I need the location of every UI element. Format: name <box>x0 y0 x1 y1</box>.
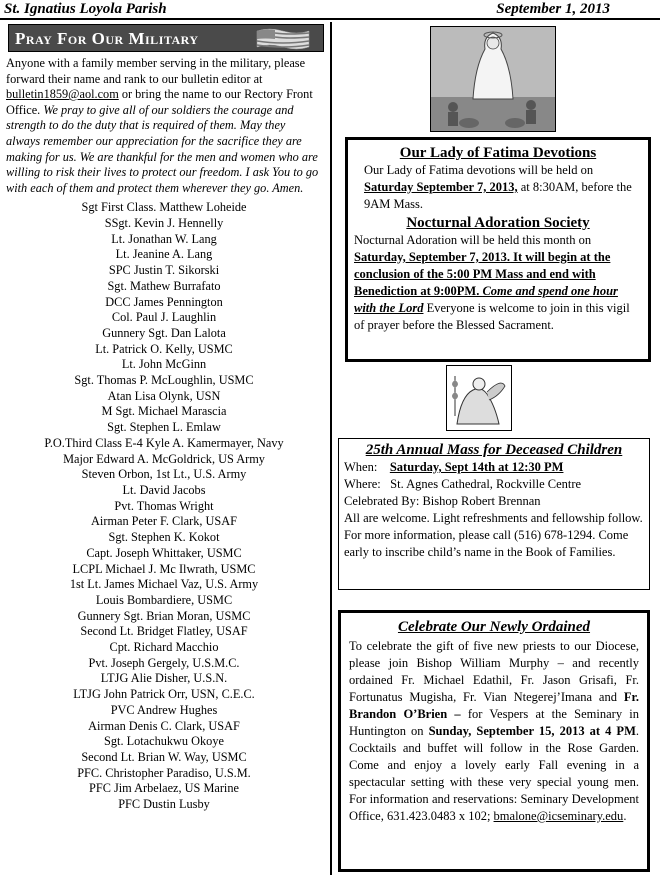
bulletin-email-link[interactable]: bulletin1859@aol.com <box>6 87 119 102</box>
fatima-heading: Our Lady of Fatima Devotions <box>399 145 597 161</box>
service-member-name: 1st Lt. James Michael Vaz, U.S. Army <box>69 577 259 592</box>
service-member-name: P.O.Third Class E-4 Kyle A. Kamermayer, Navy <box>44 435 284 450</box>
service-member-name: Col. Paul J. Laughlin <box>111 310 217 325</box>
military-banner <box>8 24 324 52</box>
deceased-mass-when: When: Saturday, Sept 14th at 12:30 PM <box>344 460 564 474</box>
deceased-children-mass-box <box>338 438 650 590</box>
service-member-name: Gunnery Sgt. Brian Moran, USMC <box>77 608 251 623</box>
service-member-name: Atan Lisa Olynk, USN <box>107 388 221 403</box>
service-member-name: Lt. David Jacobs <box>122 483 206 497</box>
military-intro: Anyone with a family member serving in the military, please forward their name and rank to our bulletin editor at bulletin1859@aol.com or bring the name to our Rectory Front Office. We pray to give all of our soldiers the courage and strength to do the duty that is required of them. May they always remember our appreciation for the sacrifice they are making for us. We are thankful for the men and women who are willing to risk their lives to protect our freedom. I ask You to go with each of them and protect them wherever they go. Amen. <box>6 56 319 195</box>
ordained-heading: Celebrate Our Newly Ordained <box>397 619 591 635</box>
military-prayer: We pray to give all of our soldiers the courage and strength to do the duty that is required of them. May they always remember our appreciation for the sacrifice they are making for us. We are thankful for the men and women who are willing to risk their lives to protect our freedom. I ask You to go with each of them and protect them wherever they go. Amen. <box>6 102 319 195</box>
service-member-name: Airman Peter F. Clark, USAF <box>91 514 237 529</box>
service-member-name: PFC Jim Arbelaez, US Marine <box>89 781 239 796</box>
ordained-text: To celebrate the gift of five new priests to our Diocese, please join Bishop William Murphy – and recently ordained Fr. Michael Edathil, Fr. Jason Grisafi, Fr. Fortunatus Mugisha, Fr. Vian Ntegerej’Imana and Fr. Brandon O’Brien – for Vespers at the Seminary in Huntington on Sunday, September 15, 2013 at 4 PM. Cocktails and buffet will follow in the Rose Garden. Come and enjoy a lovely early Fall evening in a spectacular setting with these very special young men. For information and reservations: Seminary Development Office, 631.423.0483 x 102; bmalone@icseminary.edu. <box>349 639 639 823</box>
service-member-name: Lt. Patrick O. Kelly, USMC <box>95 341 233 356</box>
newly-ordained-box <box>338 610 650 872</box>
service-member-name: M Sgt. Michael Marascia <box>101 404 227 419</box>
flag-icon <box>255 27 311 51</box>
service-member-name: Lt. John McGinn <box>121 357 207 372</box>
service-member-name: Sgt. Stephen L. Emlaw <box>107 420 221 435</box>
seminary-email-link[interactable]: bmalone@icseminary.edu <box>493 809 624 823</box>
deceased-mass-where: Where: St. Agnes Cathedral, Rockville Centre <box>344 477 582 491</box>
service-member-name: PFC Dustin Lusby <box>118 797 210 812</box>
service-member-name: Second Lt. Bridget Flatley, USAF <box>80 624 248 639</box>
service-member-name: Cpt. Richard Macchio <box>109 640 219 655</box>
service-member-name: PVC Andrew Hughes <box>110 702 218 717</box>
fatima-adoration-box <box>345 137 651 362</box>
service-member-name: Sgt. Mathew Burrafato <box>107 278 221 293</box>
military-section <box>4 24 324 813</box>
service-member-name: Steven Orbon, 1st Lt., U.S. Army <box>81 467 247 482</box>
service-member-name: LCPL Michael J. Mc Ilwrath, USMC <box>72 561 256 576</box>
service-member-name: Pvt. Thomas Wright <box>114 498 214 513</box>
banner-title: Pray For Our Military <box>15 29 199 48</box>
service-member-name: Lt. Jeanine A. Lang <box>115 247 213 262</box>
service-member-name: DCC James Pennington <box>105 294 223 309</box>
angel-image <box>446 365 512 431</box>
service-member-name: Capt. Joseph Whittaker, USMC <box>86 545 242 560</box>
service-member-name: Lt. Jonathan W. Lang <box>111 231 217 246</box>
service-member-name: Sgt. Stephen K. Kokot <box>108 530 220 545</box>
service-member-name: LTJG Alie Disher, U.S.N. <box>100 671 228 686</box>
service-member-name: Major Edward A. McGoldrick, US Army <box>63 451 265 466</box>
service-member-name: Airman Denis C. Clark, USAF <box>88 718 240 733</box>
service-member-name: Pvt. Joseph Gergely, U.S.M.C. <box>88 655 240 670</box>
bulletin-date: September 1, 2013 <box>496 1 610 17</box>
column-divider <box>330 22 332 875</box>
fatima-text: Our Lady of Fatima devotions will be held on Saturday September 7, 2013, at 8:30AM, before the 9AM Mass. <box>364 163 632 211</box>
adoration-heading: Nocturnal Adoration Society <box>406 215 590 231</box>
service-member-name: Gunnery Sgt. Dan Lalota <box>102 325 226 340</box>
service-member-name: Sgt. Thomas P. McLoughlin, USMC <box>74 373 254 388</box>
service-member-name: Sgt. Lotachukwu Okoye <box>104 734 224 749</box>
service-member-name: Second Lt. Brian W. Way, USMC <box>81 749 247 764</box>
deceased-mass-heading: 25th Annual Mass for Deceased Children <box>365 442 623 458</box>
deceased-mass-celebrant: Celebrated By: Bishop Robert Brennan <box>344 494 541 508</box>
service-member-name: Louis Bombardiere, USMC <box>95 592 233 607</box>
service-members-list <box>4 200 324 812</box>
service-member-name: SSgt. Kevin J. Hennelly <box>104 216 224 231</box>
fatima-image <box>430 26 556 132</box>
service-member-name: Sgt First Class. Matthew Loheide <box>81 200 247 215</box>
service-member-name: PFC. Christopher Paradiso, U.S.M. <box>77 765 251 780</box>
service-member-name: SPC Justin T. Sikorski <box>108 263 220 278</box>
parish-name: St. Ignatius Loyola Parish <box>4 1 167 17</box>
service-member-name: LTJG John Patrick Orr, USN, C.E.C. <box>73 687 255 702</box>
page-header <box>0 0 660 20</box>
adoration-text: Nocturnal Adoration will be held this month on Saturday, September 7, 2013. It will begin at the conclusion of the 5:00 PM Mass and end with Benediction at 9:00PM. Come and spend one hour with the Lord Everyone is welcome to join in this vigil of prayer before the Blessed Sacrament. <box>354 233 630 332</box>
deceased-mass-details: All are welcome. Light refreshments and fellowship follow. For more information, please call (516) 678-1294. Come early to inscribe child’s name in the Book of Families. <box>344 511 643 559</box>
